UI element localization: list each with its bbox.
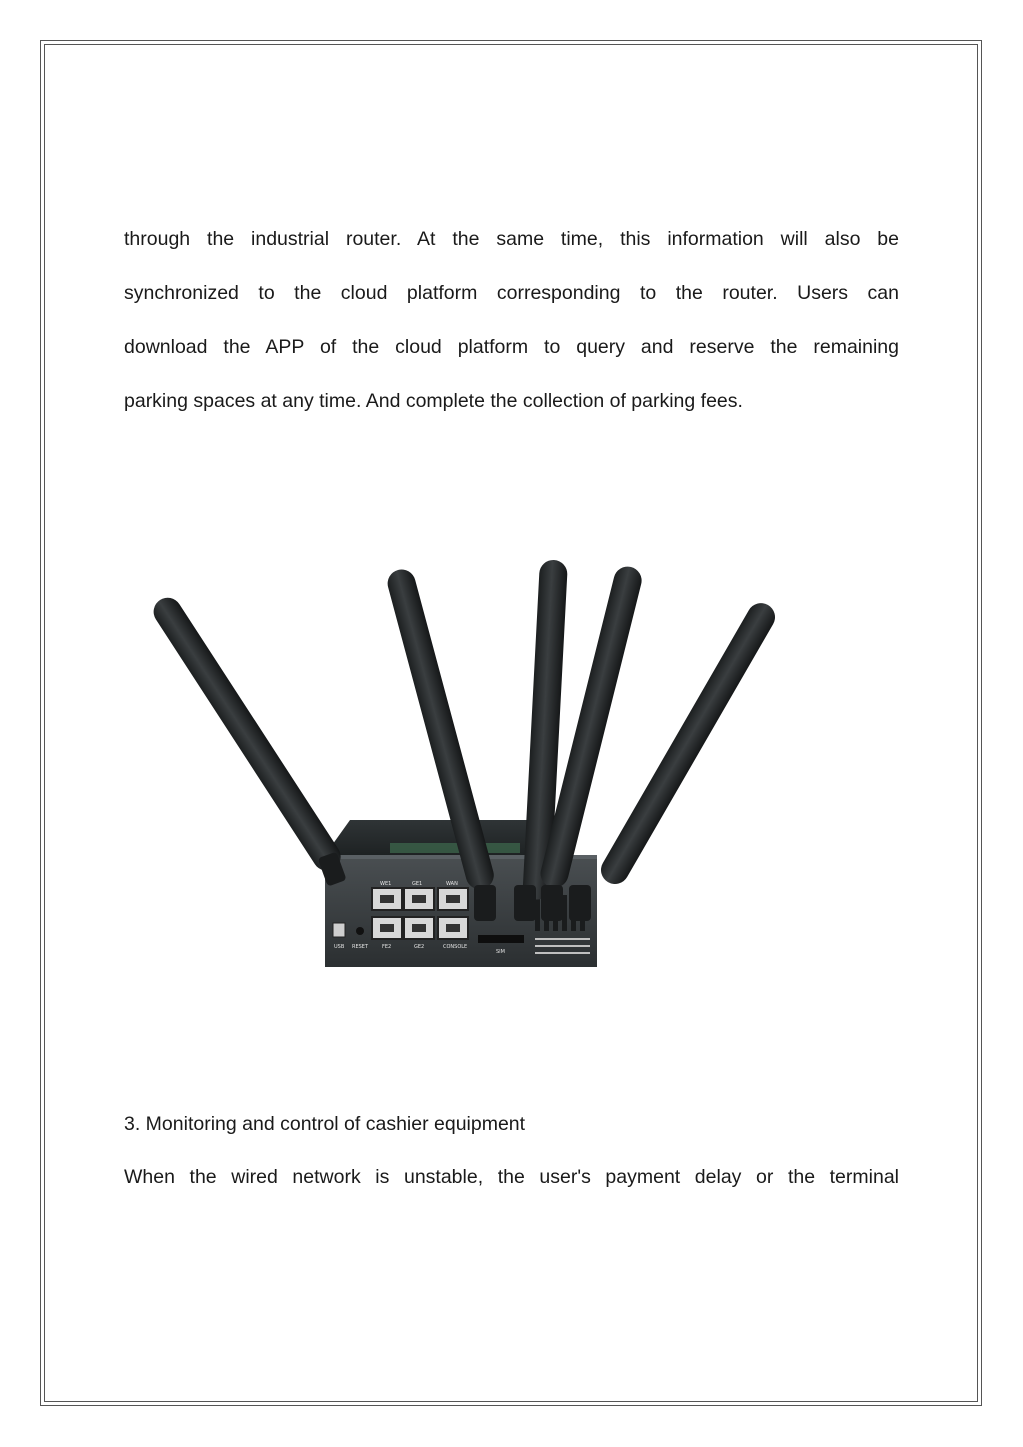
reset-button (356, 927, 364, 935)
sim-slot (478, 935, 524, 943)
port-label: WAN (446, 881, 458, 887)
paragraph-line: When the wired network is unstable, the user's payment delay or the terminal (124, 1166, 899, 1188)
router-with-five-antennas-image (140, 555, 800, 975)
antenna-icon (148, 592, 346, 886)
port-label: WE1 (380, 881, 392, 887)
port-label: GE1 (412, 881, 423, 887)
body-paragraph (124, 1150, 899, 1204)
port-label: SIM (496, 949, 505, 955)
usb-port (333, 923, 345, 937)
port-label: GE2 (414, 944, 425, 950)
paragraph-line: parking spaces at any time. And complete the collection of parking fees. (124, 390, 743, 412)
port-label: USB (334, 944, 345, 950)
port-label: CONSOLE (443, 944, 468, 950)
paragraph-line: synchronized to the cloud platform corresponding to the router. Users can (124, 282, 899, 304)
paragraph-line: download the APP of the cloud platform to query and reserve the remaining (124, 336, 899, 358)
paragraph-line: through the industrial router. At the same time, this information will also be (124, 228, 899, 250)
port-label: RESET (352, 944, 369, 950)
port-label: FE2 (382, 944, 392, 950)
body-paragraph (124, 212, 899, 428)
section-heading: 3. Monitoring and control of cashier equipment (124, 1113, 526, 1135)
router-label-strip (390, 843, 520, 853)
